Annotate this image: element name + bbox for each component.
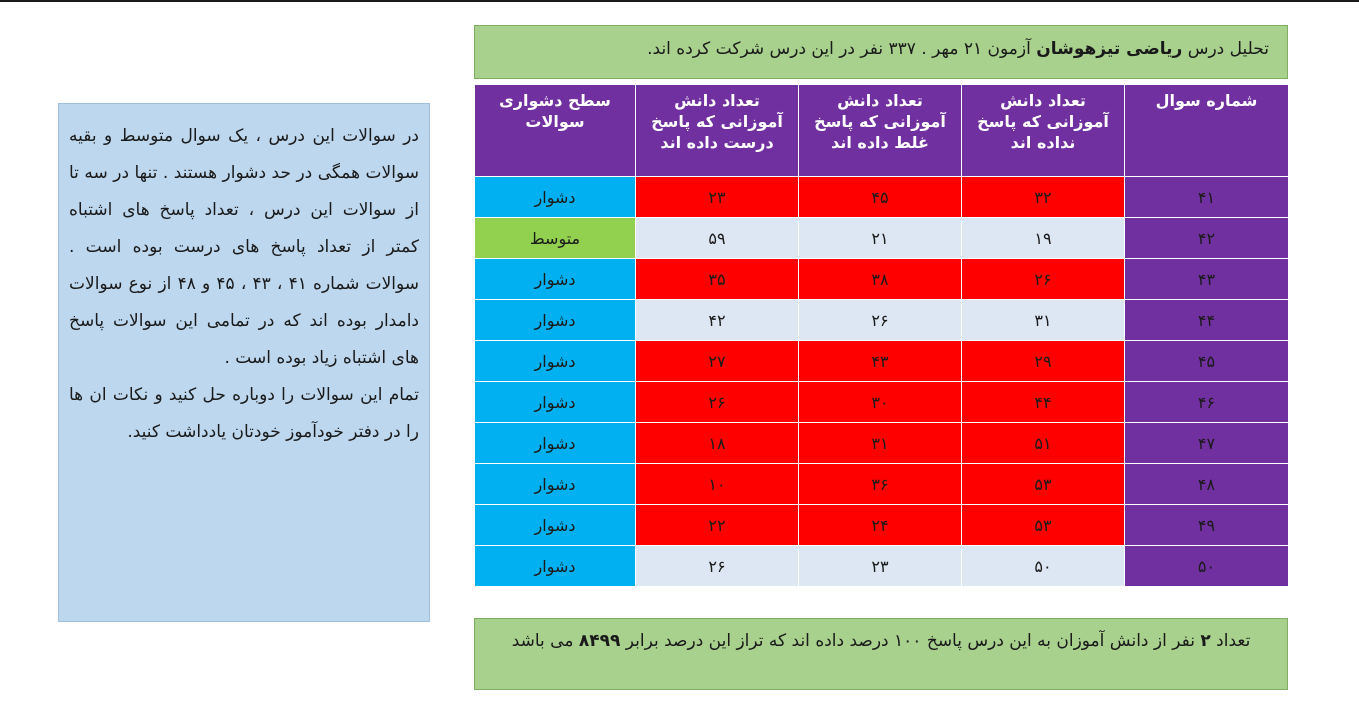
cell-correct: ۳۵	[636, 259, 799, 300]
cell-unanswered: ۴۴	[962, 382, 1125, 423]
cell-difficulty: دشوار	[475, 423, 636, 464]
cell-question-number: ۴۷	[1125, 423, 1289, 464]
note-paragraph-analysis: در سوالات این درس ، یک سوال متوسط و بقیه سوالات همگی در حد دشوار هستند . تنها در سه تا از سوالات این درس ، تعداد پاسخ های اشتباه کمتر از تعداد پاسخ های درست بوده است . سوالات شماره ۴۱ ، ۴۳ ، ۴۵ و ۴۸ از نوع سوالات دامدار بوده اند که در تمامی این سوالات پاسخ های اشتباه زیاد بوده است .	[69, 126, 420, 368]
cell-correct: ۲۲	[636, 505, 799, 546]
table-row	[475, 177, 1289, 218]
title-banner	[474, 25, 1288, 79]
cell-wrong: ۳۶	[799, 464, 962, 505]
cell-question-number: ۴۸	[1125, 464, 1289, 505]
cell-difficulty: دشوار	[475, 177, 636, 218]
cell-difficulty: دشوار	[475, 300, 636, 341]
cell-question-number: ۴۲	[1125, 218, 1289, 259]
cell-correct: ۱۰	[636, 464, 799, 505]
cell-question-number: ۴۶	[1125, 382, 1289, 423]
title-prefix: تحلیل درس	[1187, 39, 1269, 59]
cell-question-number: ۴۵	[1125, 341, 1289, 382]
header-question-number: شماره سوال	[1125, 85, 1289, 177]
table-row	[475, 341, 1289, 382]
cell-wrong: ۴۵	[799, 177, 962, 218]
cell-unanswered: ۲۹	[962, 341, 1125, 382]
header-difficulty: سطح دشواری سوالات	[475, 85, 636, 177]
cell-question-number: ۵۰	[1125, 546, 1289, 587]
cell-correct: ۱۸	[636, 423, 799, 464]
cell-difficulty: دشوار	[475, 464, 636, 505]
cell-unanswered: ۳۲	[962, 177, 1125, 218]
cell-difficulty: دشوار	[475, 382, 636, 423]
cell-correct: ۲۶	[636, 546, 799, 587]
table-row	[475, 300, 1289, 341]
table-row	[475, 505, 1289, 546]
header-correct: تعداد دانش آموزانی که پاسخ درست داده اند	[636, 85, 799, 177]
cell-question-number: ۴۹	[1125, 505, 1289, 546]
perfect-score-value: ۸۴۹۹	[578, 631, 621, 651]
cell-question-number: ۴۱	[1125, 177, 1289, 218]
cell-question-number: ۴۳	[1125, 259, 1289, 300]
table-row	[475, 382, 1289, 423]
cell-wrong: ۳۸	[799, 259, 962, 300]
cell-unanswered: ۳۱	[962, 300, 1125, 341]
footer-text-middle: نفر از دانش آموزان به این درس پاسخ ۱۰۰ درصد داده اند که تراز این درصد برابر	[625, 631, 1195, 651]
cell-wrong: ۴۳	[799, 341, 962, 382]
cell-difficulty: دشوار	[475, 259, 636, 300]
title-suffix: آزمون ۲۱ مهر . ۳۳۷ نفر در این درس شرکت کرده اند.	[647, 39, 1031, 59]
cell-wrong: ۲۶	[799, 300, 962, 341]
table-row	[475, 464, 1289, 505]
cell-wrong: ۲۴	[799, 505, 962, 546]
table-row	[475, 218, 1289, 259]
cell-wrong: ۳۰	[799, 382, 962, 423]
perfect-score-banner	[474, 618, 1288, 690]
cell-difficulty: دشوار	[475, 341, 636, 382]
table-row	[475, 259, 1289, 300]
table-row	[475, 423, 1289, 464]
cell-difficulty: دشوار	[475, 505, 636, 546]
cell-unanswered: ۲۶	[962, 259, 1125, 300]
cell-unanswered: ۱۹	[962, 218, 1125, 259]
table-row	[475, 546, 1289, 587]
footer-text-start: تعداد	[1216, 631, 1251, 651]
analysis-note-box	[58, 103, 430, 622]
header-unanswered: تعداد دانش آموزانی که پاسخ نداده اند	[962, 85, 1125, 177]
title-subject: ریاضی تیزهوشان	[1036, 39, 1183, 59]
footer-text-end: می باشد	[511, 631, 574, 651]
cell-correct: ۴۲	[636, 300, 799, 341]
cell-correct: ۲۶	[636, 382, 799, 423]
cell-correct: ۲۳	[636, 177, 799, 218]
top-rule	[0, 0, 1359, 2]
cell-wrong: ۲۳	[799, 546, 962, 587]
cell-wrong: ۲۱	[799, 218, 962, 259]
cell-question-number: ۴۴	[1125, 300, 1289, 341]
perfect-count: ۲	[1200, 631, 1211, 651]
cell-correct: ۵۹	[636, 218, 799, 259]
cell-difficulty: دشوار	[475, 546, 636, 587]
note-paragraph-advice: تمام این سوالات را دوباره حل کنید و نکات ان ها را در دفتر خودآموز خودتان یادداشت کنید.	[69, 385, 419, 442]
cell-unanswered: ۵۳	[962, 505, 1125, 546]
cell-wrong: ۳۱	[799, 423, 962, 464]
table-header-row	[475, 85, 1289, 177]
analysis-table	[474, 84, 1289, 587]
header-wrong: تعداد دانش آموزانی که پاسخ غلط داده اند	[799, 85, 962, 177]
cell-unanswered: ۵۱	[962, 423, 1125, 464]
cell-unanswered: ۵۰	[962, 546, 1125, 587]
cell-unanswered: ۵۳	[962, 464, 1125, 505]
cell-difficulty: متوسط	[475, 218, 636, 259]
cell-correct: ۲۷	[636, 341, 799, 382]
